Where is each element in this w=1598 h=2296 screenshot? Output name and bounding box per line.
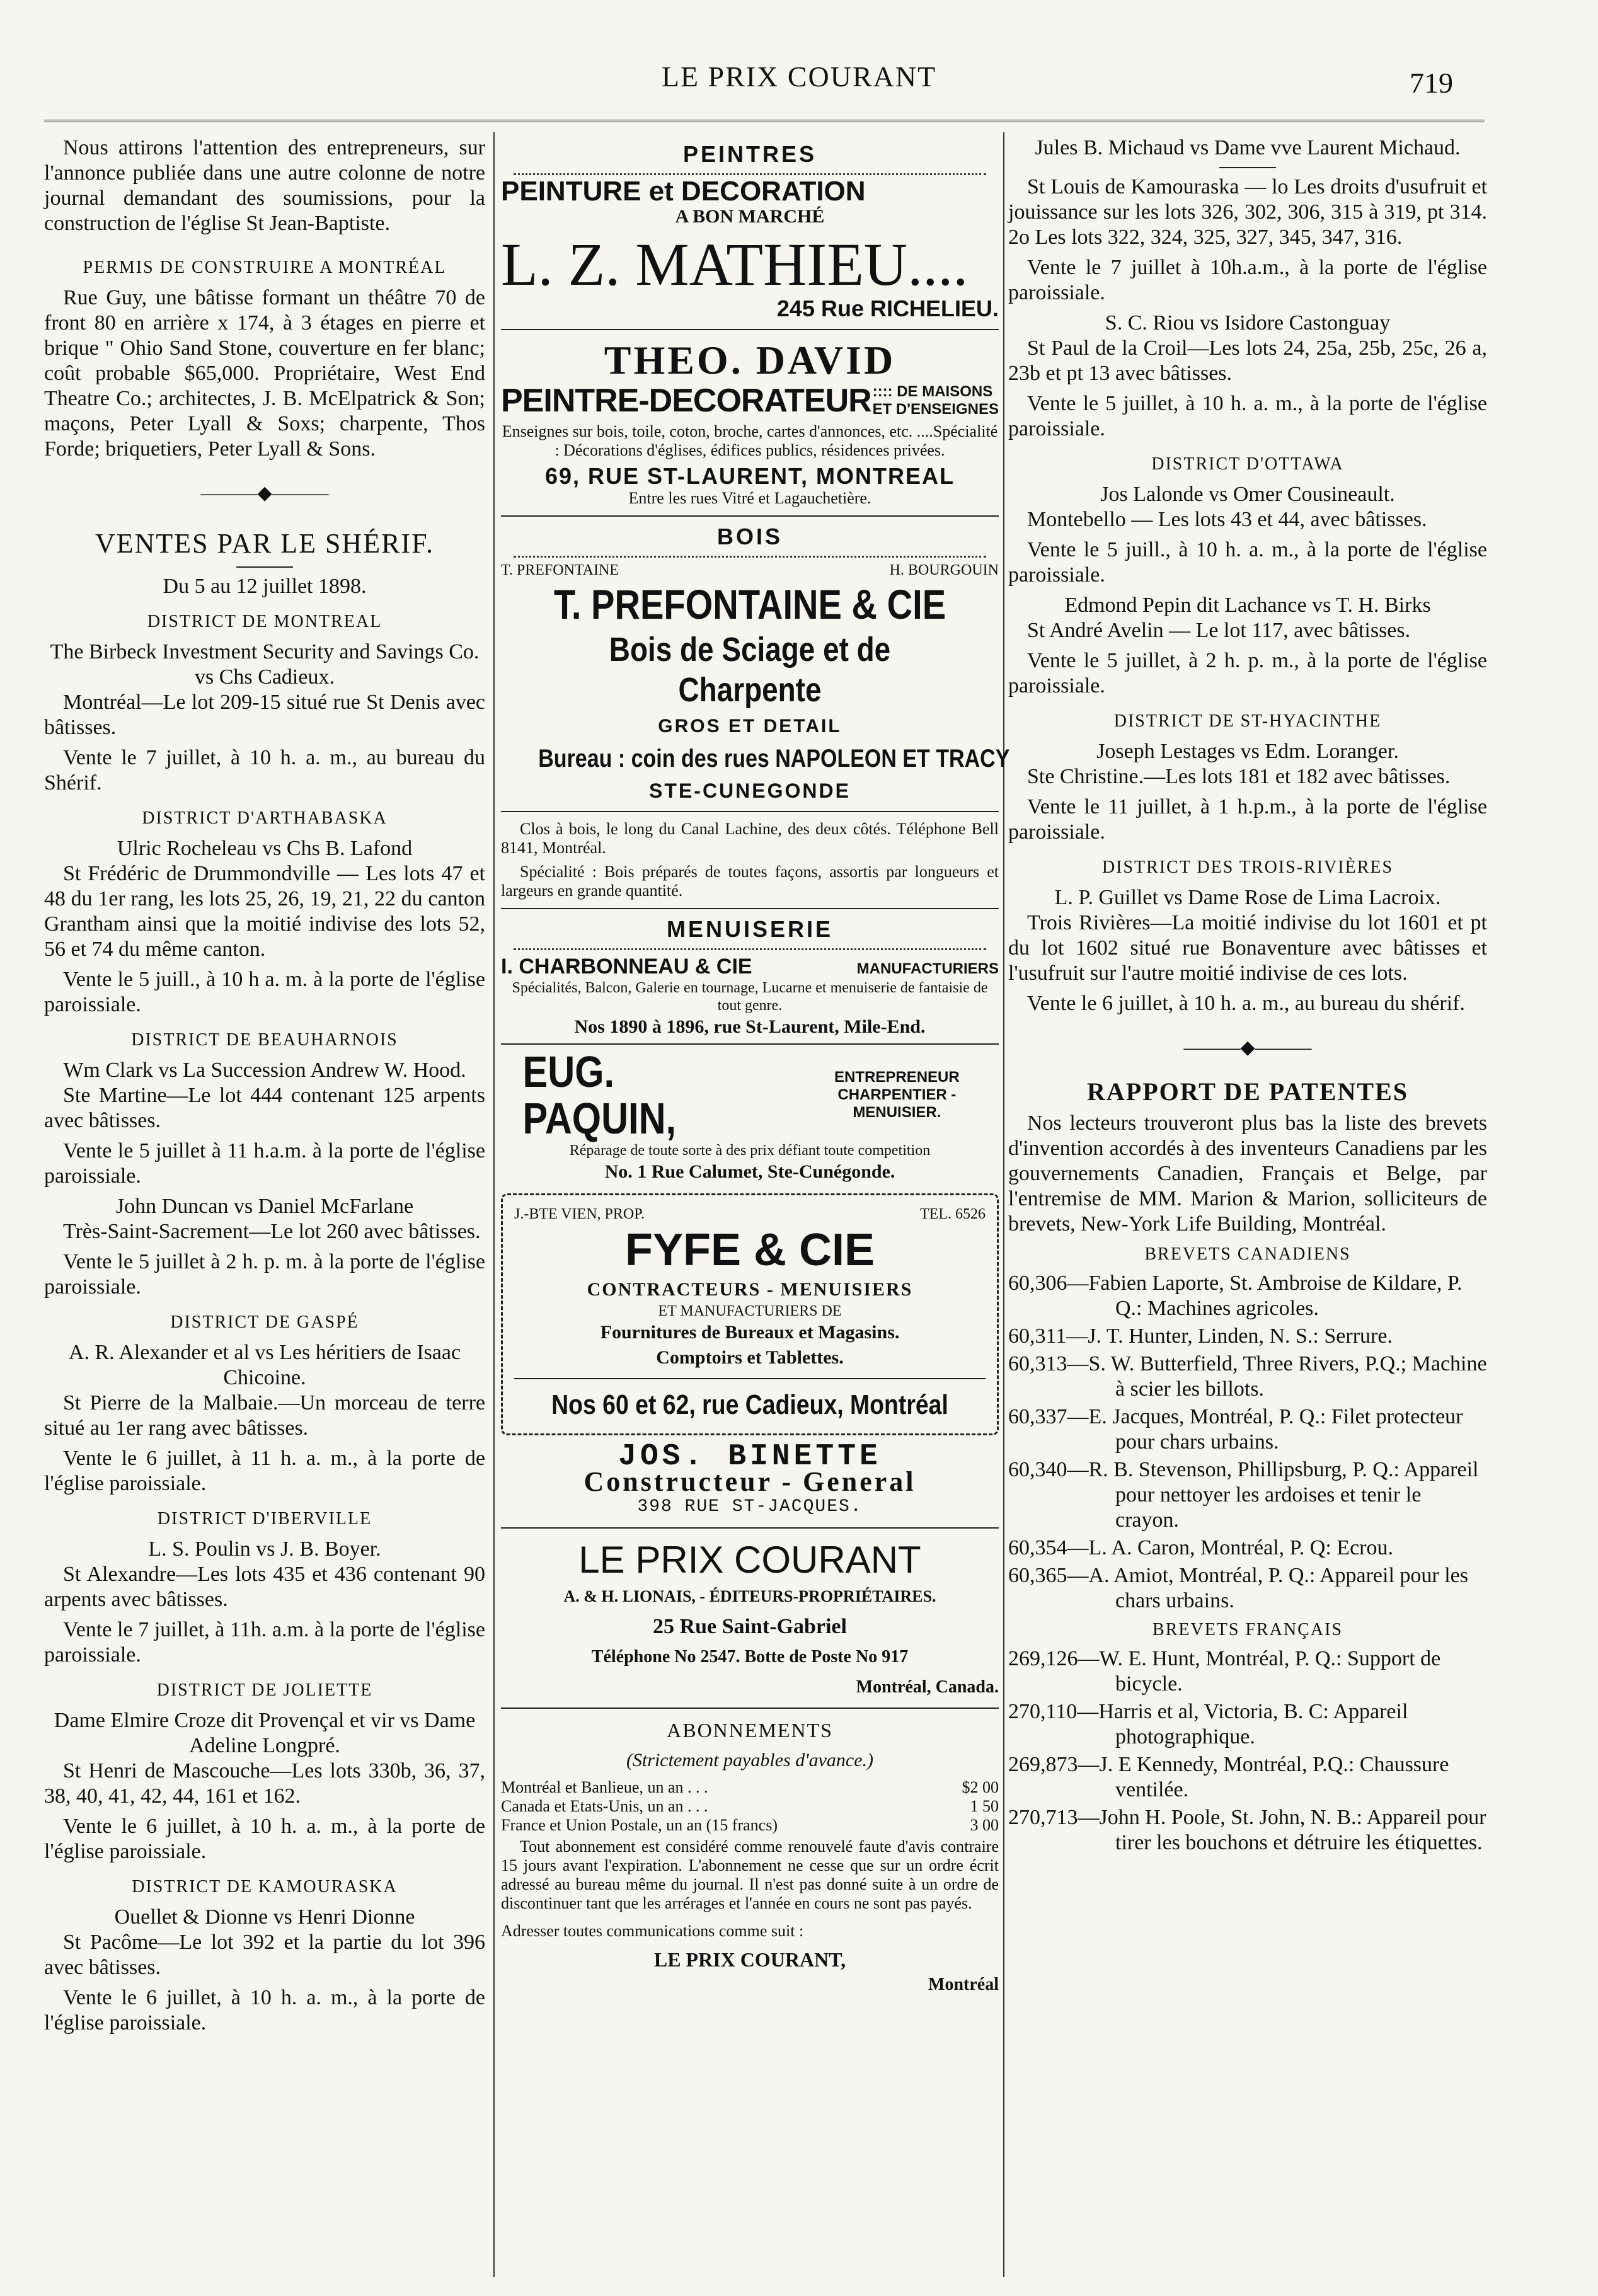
patent-entry: 270,110—Harris et al, Victoria, B. C: Appareil photographique.: [1008, 1700, 1408, 1748]
fyfe-address: Nos 60 et 62, rue Cadieux, Montréal: [551, 1389, 948, 1420]
case-title: L. S. Poulin vs J. B. Boyer.: [148, 1537, 381, 1561]
district-heading: DISTRICT D'OTTAWA: [1151, 454, 1344, 474]
abonnement-label: Montréal et Banlieue, un an . . .: [501, 1778, 708, 1796]
peinture-line: PEINTURE et DECORATION: [501, 176, 866, 207]
charbonneau-row: [501, 954, 999, 979]
ornament-divider: ———◆———: [200, 483, 329, 503]
permis-heading: PERMIS DE CONSTRUIRE A MONTRÉAL: [83, 258, 447, 277]
case-title: Edmond Pepin dit Lachance vs T. H. Birks: [1064, 594, 1431, 617]
david-side-1: :::: DE MAISONS: [872, 383, 993, 400]
page-number: 719: [1410, 67, 1453, 99]
paquin-role-2: CHARPENTIER - MENUISIER.: [837, 1086, 957, 1121]
brevets-francais-heading: BREVETS FRANÇAIS: [1153, 1620, 1343, 1639]
case-sale: Vente le 7 juillet à 10h.a.m., à la porte de l'église paroissiale.: [1008, 256, 1487, 304]
bon-marche: A BON MARCHÉ: [675, 206, 825, 227]
case-sale: Vente le 6 juillet, à 10 h. a. m., à la porte de l'église paroissiale.: [44, 1815, 485, 1863]
intro-paragraph: Nous attirons l'attention des entrepreneurs, sur l'annonce publiée dans une autre colonne de notre journal demandant des soumissions, pour la construction de l'église St Jean-Baptiste.: [44, 136, 485, 235]
short-rule: [236, 566, 293, 568]
case-sale: Vente le 6 juillet, à 10 h. a. m., au bureau du shérif.: [1027, 992, 1465, 1015]
case-title: L. P. Guillet vs Dame Rose de Lima Lacroix.: [1054, 886, 1441, 909]
menuiserie-heading: MENUISERIE: [666, 916, 834, 942]
paquin-description: Réparage de toute sorte à des prix défiant toute competition: [569, 1142, 931, 1159]
column-middle: [501, 135, 1010, 1997]
peintres-heading: PEINTRES: [682, 141, 817, 167]
rule: [501, 329, 999, 330]
david-description: Enseignes sur bois, toile, coton, broche, cartes d'annonces, etc. ....Spécialité : Décorations d'églises, édifices publics, résidences privées.: [502, 422, 998, 459]
fyfe-sub-4: Comptoirs et Tablettes.: [656, 1347, 844, 1368]
paquin-name: EUG. PAQUIN,: [522, 1047, 677, 1143]
case-sale: Vente le 5 juillet à 2 h. p. m. à la porte de l'église paroissiale.: [44, 1250, 485, 1299]
abonnement-price: 1 50: [970, 1797, 999, 1815]
case-body: Ste Martine—Le lot 444 contenant 125 arpents avec bâtisses.: [44, 1084, 485, 1132]
charbonneau-name: I. CHARBONNEAU & CIE: [501, 955, 752, 979]
abonnement-row: [501, 1797, 999, 1816]
districts-list: [44, 609, 485, 2036]
prefontaine-left: T. PREFONTAINE: [501, 562, 619, 578]
david-title: PEINTRE-DECORATEUR: [501, 382, 871, 419]
page-header-title: LE PRIX COURANT: [661, 60, 937, 93]
prix-courant-title: LE PRIX COURANT: [578, 1539, 921, 1581]
district-heading: DISTRICT DE JOLIETTE: [156, 1680, 373, 1700]
david-side-2: ET D'ENSEIGNES: [872, 401, 999, 418]
fyfe-sub-1: CONTRACTEURS - MENUISIERS: [587, 1279, 913, 1300]
fyfe-advertisement: [501, 1193, 999, 1435]
case-sale: Vente le 7 juillet, à 10 h. a. m., au bureau du Shérif.: [44, 746, 485, 795]
fyfe-sub-3: Fournitures de Bureaux et Magasins.: [600, 1322, 900, 1343]
abonnement-label: Canada et Etats-Unis, un an . . .: [501, 1797, 708, 1815]
prix-courant-address: 25 Rue Saint-Gabriel: [653, 1615, 847, 1638]
district-heading: DISTRICT DE MONTREAL: [147, 612, 382, 631]
district-heading: DISTRICT DE BEAUHARNOIS: [131, 1030, 398, 1050]
prefontaine-names: [501, 561, 999, 579]
case-body: St Frédéric de Drummondville — Les lots 47 et 48 du 1er rang, les lots 25, 26, 19, 21, 22 du canton Grantham ainsi que la moitié indivise des lots 52, 56 et 74 du même canton.: [44, 862, 485, 961]
prefontaine-right: H. BOURGOUIN: [889, 562, 999, 578]
patent-entry: 270,713—John H. Poole, St. John, N. B.: Appareil pour tirer les bouchons et détruire les étiquettes.: [1008, 1806, 1486, 1854]
column-left: [44, 135, 485, 2041]
case-body: Montebello — Les lots 43 et 44, avec bâtisses.: [1027, 508, 1427, 531]
district-heading: DISTRICT DE GASPÉ: [170, 1312, 359, 1332]
abonnement-label: France et Union Postale, un an (15 francs): [501, 1816, 778, 1834]
prix-courant-editors: A. & H. LIONAIS, - ÉDITEURS-PROPRIÉTAIRES.: [563, 1587, 936, 1605]
case-sale: Vente le 5 juill., à 10 h. a. m., à la porte de l'église paroissiale.: [1008, 538, 1487, 587]
prefontaine-desc-2: Spécialité : Bois préparés de toutes façons, assortis par longueurs et largeurs en grande quantité.: [501, 863, 999, 900]
abonnements-city: Montréal: [928, 1975, 999, 1994]
rule: [501, 811, 999, 812]
case-body: St Louis de Kamouraska — lo Les droits d'usufruit et jouissance sur les lots 326, 302, 306, 315 à 319, pt 314. 2o Les lots 322, 324, 325, 327, 345, 347, 316.: [1008, 175, 1487, 249]
district-heading: DISTRICT D'ARTHABASKA: [142, 808, 388, 828]
case-title: Joseph Lestages vs Edm. Loranger.: [1096, 740, 1399, 763]
case-title: John Duncan vs Daniel McFarlane: [115, 1195, 414, 1218]
fyfe-sub-2: ET MANUFACTURIERS DE: [658, 1303, 842, 1319]
prefontaine-subtitle: Bois de Sciage et de Charpente: [609, 631, 891, 709]
mathieu-name: L. Z. MATHIEU....: [501, 231, 969, 298]
patent-entry: 269,126—W. E. Hunt, Montréal, P. Q.: Support de bicycle.: [1008, 1647, 1441, 1696]
charbonneau-address: Nos 1890 à 1896, rue St-Laurent, Mile-End.: [574, 1016, 926, 1037]
paquin-row: [501, 1048, 999, 1142]
case-title: Jules B. Michaud vs Dame vve Laurent Michaud.: [1035, 136, 1461, 159]
ste-cunegonde: STE-CUNEGONDE: [649, 779, 851, 802]
case-body: St Paul de la Croil—Les lots 24, 25a, 25b, 25c, 26 a, 23b et pt 13 avec bâtisses.: [1008, 336, 1487, 385]
short-rule: [1219, 167, 1276, 168]
case-title: Ulric Rocheleau vs Chs B. Lafond: [117, 837, 413, 860]
patents-canadian-list: [1008, 1271, 1487, 1614]
patents-french-list: [1008, 1646, 1487, 1856]
binette-name: JOS. BINETTE: [618, 1440, 882, 1474]
case-body: St Pacôme—Le lot 392 et la partie du lot 396 avec bâtisses.: [44, 1931, 485, 1979]
charbonneau-manuf: MANUFACTURIERS: [856, 960, 999, 977]
column-divider: [493, 132, 495, 2277]
case-sale: Vente le 11 juillet, à 1 h.p.m., à la porte de l'église paroissiale.: [1008, 795, 1487, 844]
paquin-role: [795, 1069, 999, 1122]
abonnements-table: [501, 1778, 999, 1835]
case-sale: Vente le 7 juillet, à 11h. a.m. à la porte de l'église paroissiale.: [44, 1618, 485, 1667]
david-name: THEO. DAVID: [604, 338, 896, 382]
case-title: Wm Clark vs La Succession Andrew W. Hood.: [63, 1059, 466, 1082]
abonnements-signature: LE PRIX COURANT,: [653, 1948, 846, 1971]
case-body: St André Avelin — Le lot 117, avec bâtisses.: [1027, 619, 1411, 642]
rule: [501, 908, 999, 909]
fyfe-header: [514, 1205, 986, 1223]
rule: [501, 1708, 999, 1709]
fyfe-telephone: TEL. 6526: [920, 1206, 986, 1222]
fyfe-name: FYFE & CIE: [624, 1225, 875, 1275]
gros-detail: GROS ET DETAIL: [658, 716, 842, 737]
case-title: Dame Elmire Croze dit Provençal et vir vs Dame Adeline Longpré.: [54, 1709, 476, 1757]
wavy-rule: [514, 173, 986, 175]
case-body: St Pierre de la Malbaie.—Un morceau de terre situé au 1er rang avec bâtisses.: [44, 1391, 485, 1440]
bureau-line: Bureau : coin des rues NAPOLEON ET TRACY: [538, 745, 1010, 772]
district-heading: DISTRICT D'IBERVILLE: [157, 1509, 372, 1529]
column-divider: [1003, 132, 1004, 2277]
abonnements-text: Tout abonnement est considéré comme renouvelé faute d'avis contraire 15 jours avant l'expiration. L'abonnement ne cesse que sur un ordre écrit adressé au bureau même du journal. Il n'est pas donné suite à un ordre de discontinuer tant que les arrérages et l'année en cours ne sont pas payés.: [501, 1837, 999, 1912]
case-body: Trois Rivières—La moitié indivise du lot 1601 et pt du lot 1602 situé rue Bonaventure avec bâtisses et l'usufruit sur l'autre moitié indivise de ces lots.: [1008, 911, 1487, 985]
patent-entry: 60,306—Fabien Laporte, St. Ambroise de Kildare, P. Q.: Machines agricoles.: [1008, 1271, 1463, 1320]
prix-courant-city: Montréal, Canada.: [856, 1677, 999, 1697]
case-title: The Birbeck Investment Security and Savings Co. vs Chs Cadieux.: [50, 640, 480, 689]
abonnement-row: [501, 1816, 999, 1835]
abonnement-price: $2 00: [962, 1778, 999, 1796]
paquin-address: No. 1 Rue Calumet, Ste-Cunégonde.: [604, 1161, 895, 1182]
brevets-canadiens-heading: BREVETS CANADIENS: [1144, 1244, 1351, 1264]
bois-heading: BOIS: [716, 524, 783, 549]
patent-entry: 60,354—L. A. Caron, Montréal, P. Q: Ecrou.: [1008, 1536, 1393, 1559]
charbonneau-specialties: Spécialités, Balcon, Galerie en tournage, Lucarne et menuiserie de fantaisie de tout genre.: [512, 980, 988, 1014]
case-sale: Vente le 6 juillet, à 11 h. a. m., à la porte de l'église paroissiale.: [44, 1447, 485, 1495]
david-side: [873, 383, 999, 418]
abonnement-price: 3 00: [970, 1816, 999, 1834]
case-sale: Vente le 5 juillet à 11 h.a.m. à la porte de l'église paroissiale.: [44, 1139, 485, 1188]
david-between: Entre les rues Vitré et Lagauchetière.: [628, 489, 871, 507]
ornament-divider: ———◆———: [1183, 1037, 1312, 1058]
case-sale: Vente le 6 juillet, à 10 h. a. m., à la porte de l'église paroissiale.: [44, 1986, 485, 2035]
rapport-heading: RAPPORT DE PATENTES: [1087, 1077, 1408, 1106]
patent-entry: 60,340—R. B. Stevenson, Phillipsburg, P. Q.: Appareil pour nettoyer les ardoises et tenir le crayon.: [1008, 1458, 1479, 1532]
right-districts: [1008, 452, 1487, 1016]
david-title-row: [501, 383, 999, 418]
case-body: Montréal—Le lot 209-15 situé rue St Denis avec bâtisses.: [44, 691, 485, 739]
column-right: [1008, 135, 1487, 1858]
district-heading: DISTRICT DE ST-HYACINTHE: [1113, 711, 1382, 731]
rule: [501, 1043, 999, 1045]
patent-entry: 60,337—E. Jacques, Montréal, P. Q.: Filet protecteur pour chars urbains.: [1008, 1405, 1463, 1454]
case-body: Ste Christine.—Les lots 181 et 182 avec bâtisses.: [1027, 765, 1451, 788]
david-address: 69, RUE ST-LAURENT, MONTREAL: [544, 463, 955, 489]
case-body: St Henri de Mascouche—Les lots 330b, 36, 37, 38, 40, 41, 42, 44, 161 et 162.: [44, 1759, 485, 1808]
district-heading: DISTRICT DES TROIS-RIVIÈRES: [1101, 858, 1394, 877]
case-sale: Vente le 5 juillet, à 2 h. p. m., à la porte de l'église paroissiale.: [1008, 649, 1487, 697]
header-rule: [44, 120, 1485, 122]
abonnements-adresser: Adresser toutes communications comme suit :: [501, 1922, 804, 1940]
case-title: Jos Lalonde vs Omer Cousineault.: [1100, 483, 1395, 506]
right-entries: [1008, 135, 1487, 442]
prefontaine-desc-1: Clos à bois, le long du Canal Lachine, des deux côtés. Téléphone Bell 8141, Montréal.: [501, 820, 999, 857]
binette-address: 398 RUE ST-JACQUES.: [637, 1497, 863, 1517]
patent-entry: 60,311—J. T. Hunter, Linden, N. S.: Serrure.: [1008, 1324, 1393, 1348]
patent-entry: 60,365—A. Amiot, Montréal, P. Q.: Appareil pour les chars urbains.: [1008, 1564, 1469, 1612]
prix-courant-telephone: Téléphone No 2547. Botte de Poste No 917: [591, 1647, 909, 1667]
mathieu-address: 245 Rue RICHELIEU.: [776, 296, 999, 321]
rule: [501, 1527, 999, 1529]
ventes-dates: Du 5 au 12 juillet 1898.: [163, 575, 367, 598]
abonnement-row: [501, 1778, 999, 1797]
wavy-rule: [514, 948, 986, 950]
ventes-heading: VENTES PAR LE SHÉRIF.: [95, 528, 435, 559]
case-body: Très-Saint-Sacrement—Le lot 260 avec bâtisses.: [63, 1220, 481, 1243]
case-sale: Vente le 5 juill., à 10 h a. m. à la porte de l'église paroissiale.: [44, 968, 485, 1016]
case-title: Ouellet & Dionne vs Henri Dionne: [114, 1905, 415, 1929]
fyfe-proprietor: J.-BTE VIEN, PROP.: [514, 1206, 645, 1222]
case-title: A. R. Alexander et al vs Les héritiers de Isaac Chicoine.: [68, 1341, 461, 1389]
case-sale: Vente le 5 juillet, à 10 h. a. m., à la porte de l'église paroissiale.: [1008, 392, 1487, 440]
rule: [514, 1378, 986, 1379]
patent-entry: 60,313—S. W. Butterfield, Three Rivers, P.Q.; Machine à scier les billots.: [1008, 1352, 1487, 1401]
abonnements-note: (Strictement payables d'avance.): [626, 1750, 874, 1771]
case-body: St Alexandre—Les lots 435 et 436 contenant 90 arpents avec bâtisses.: [44, 1563, 485, 1611]
binette-title: Constructeur - General: [583, 1466, 916, 1497]
paquin-role-1: ENTREPRENEUR: [834, 1069, 960, 1086]
rapport-intro: Nos lecteurs trouveront plus bas la liste des brevets d'invention accordés à des inventeurs Canadiens par les gouvernements Canadien, Français et Belge, par l'entremise de MM. Marion & Marion, solliciteurs de brevets, New-York Life Building, Montréal.: [1008, 1111, 1487, 1236]
wavy-rule: [514, 556, 986, 558]
prefontaine-name: T. PREFONTAINE & CIE: [553, 581, 946, 628]
permis-paragraph: Rue Guy, une bâtisse formant un théâtre 70 de front 80 en arrière x 174, à 3 étages en pierre et brique " Ohio Sand Stone, couverture en fer blanc; coût probable $65,000. Propriétaire, West End Theatre Co.; architectes, J. B. McElpatrick & Son; maçons, Peter Lyall & Soxs; charpente, Thos Forde; briquetiers, Peter Lyall & Sons.: [44, 286, 485, 461]
district-heading: DISTRICT DE KAMOURASKA: [132, 1877, 398, 1897]
abonnements-heading: ABONNEMENTS: [667, 1719, 833, 1742]
case-title: S. C. Riou vs Isidore Castonguay: [1105, 311, 1391, 335]
rule: [501, 515, 999, 517]
patent-entry: 269,873—J. E Kennedy, Montréal, P.Q.: Chaussure ventilée.: [1008, 1753, 1449, 1801]
